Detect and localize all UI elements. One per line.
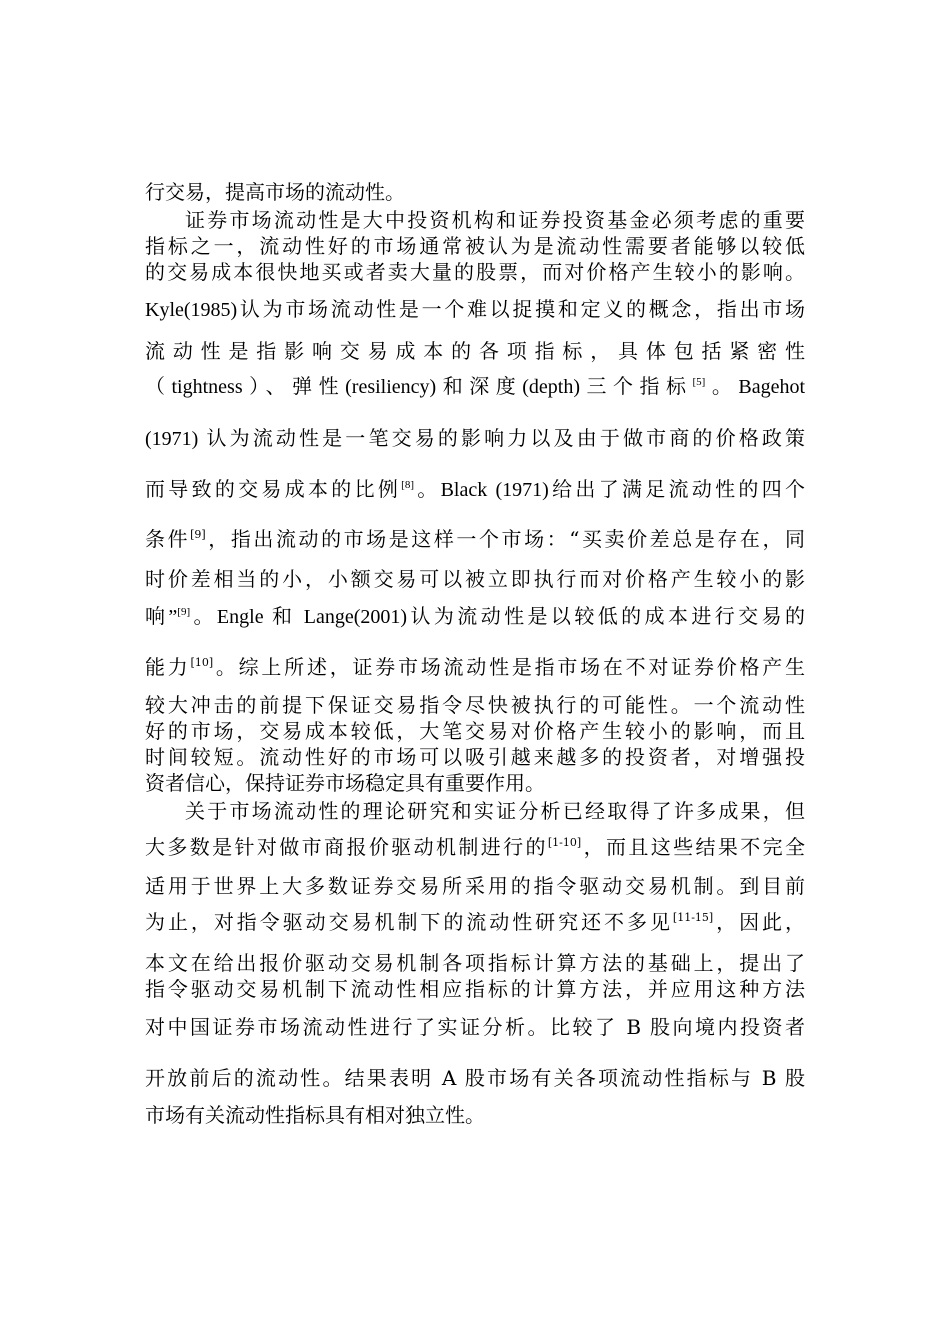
citation-ref: [11-15]	[672, 911, 714, 924]
text-line: 时间较短。流动性好的市场可以吸引越来越多的投资者，对增强投	[145, 745, 805, 769]
text-line: 指标之一，流动性好的市场通常被认为是流动性需要者能够以较低	[145, 234, 805, 258]
text-segment: （tightness）、弹性(resiliency)和深度(depth)三个指标	[145, 376, 693, 398]
text-segment: 条件	[145, 527, 191, 551]
citation-ref: [10]	[190, 656, 214, 669]
text-line: 时价差相当的小，小额交易可以被立即执行而对价格产生较小的影	[145, 567, 805, 591]
text-segment: 大多数是针对做市商报价驱动机制进行的	[145, 835, 548, 859]
text-line: (1971) 认为流动性是一笔交易的影响力以及由于做市商的价格政策	[145, 428, 805, 450]
text-line: 较大冲击的前提下保证交易指令尽快被执行的可能性。一个流动性	[145, 693, 805, 717]
text-segment: 为止，对指令驱动交易机制下的流动性研究还不多见	[145, 910, 673, 934]
citation-ref: [8]	[401, 479, 414, 491]
text-line: 适用于世界上大多数证券交易所采用的指令驱动交易机制。到目前	[145, 874, 805, 898]
text-segment: 。综上所述，证券市场流动性是指市场在不对证券价格产生	[213, 655, 805, 679]
text-line: 指令驱动交易机制下流动性相应指标的计算方法，并应用这种方法	[145, 977, 805, 1001]
text-line: 的交易成本很快地买或者卖大量的股票，而对价格产生较小的影响。	[145, 260, 805, 284]
text-line	[145, 655, 805, 679]
text-line: 对中国证券市场流动性进行了实证分析。比较了 B 股向境内投资者	[145, 1015, 805, 1039]
text-segment: 而导致的交易成本的比例	[145, 479, 402, 501]
text-line	[145, 478, 805, 502]
text-line: 行交易，提高市场的流动性。	[145, 180, 405, 204]
text-line	[145, 605, 805, 629]
text-line: 流动性是指影响交易成本的各项指标，具体包括紧密性	[145, 339, 805, 363]
text-line: 好的市场，交易成本较低，大笔交易对价格产生较小的影响，而且	[145, 719, 805, 743]
text-line: Kyle(1985)认为市场流动性是一个难以捉摸和定义的概念，指出市场	[145, 299, 805, 321]
paragraph-first-line: 证券市场流动性是大中投资机构和证券投资基金必须考虑的重要	[185, 208, 805, 232]
paragraph-first-line: 关于市场流动性的理论研究和实证分析已经取得了许多成果，但	[185, 799, 805, 823]
text-segment: 。Black (1971)给出了满足流动性的四个	[414, 479, 805, 501]
text-line: 本文在给出报价驱动交易机制各项指标计算方法的基础上，提出了	[145, 951, 805, 975]
text-segment: ，因此，	[713, 910, 805, 934]
text-line	[145, 375, 805, 399]
text-segment: ，指出流动的市场是这样一个市场：“买卖价差总是存在，同	[205, 527, 805, 551]
citation-ref: [9]	[177, 606, 191, 618]
text-segment: 。Engle 和 Lange(2001)认为流动性是以较低的成本进行交易的	[190, 606, 805, 628]
text-segment: 能力	[145, 655, 191, 679]
citation-ref: [1-10]	[547, 836, 582, 849]
text-line: 市场有关流动性指标具有相对独立性。	[145, 1103, 485, 1127]
text-line	[145, 527, 805, 551]
text-line	[145, 835, 805, 859]
citation-ref: [9]	[190, 528, 206, 541]
text-line: 开放前后的流动性。结果表明 A 股市场有关各项流动性指标与 B 股	[145, 1066, 805, 1090]
text-segment: ，而且这些结果不完全	[581, 835, 805, 859]
text-segment: 。Bagehot	[705, 376, 805, 398]
citation-ref: [5]	[692, 376, 706, 388]
text-segment: 响”	[145, 606, 178, 628]
text-line: 资者信心，保持证券市场稳定具有重要作用。	[145, 771, 545, 795]
text-line	[145, 910, 805, 934]
